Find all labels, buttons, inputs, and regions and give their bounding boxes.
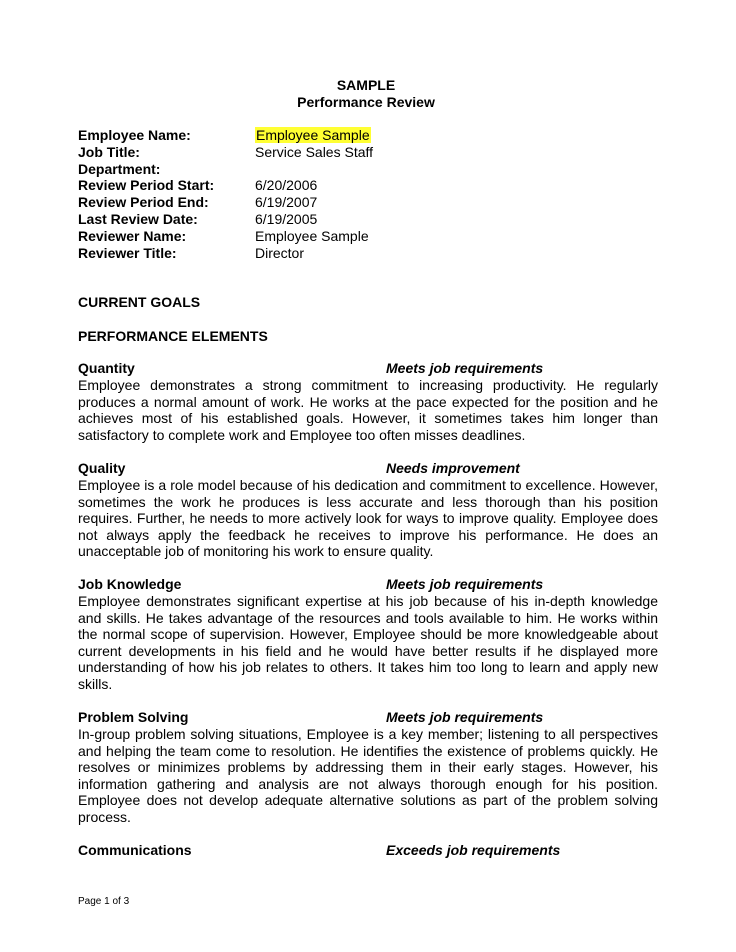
info-label: Department: xyxy=(78,160,161,177)
element-header xyxy=(78,842,658,859)
info-value: Service Sales Staff xyxy=(255,143,374,160)
info-row-job-title xyxy=(78,144,373,161)
highlighted-employee-name: Employee Sample xyxy=(256,127,370,143)
element-rating: Meets job requirements xyxy=(386,360,544,376)
document-subtitle: Performance Review xyxy=(297,94,435,110)
info-row-reviewer-name xyxy=(78,228,373,245)
info-label: Last Review Date: xyxy=(78,210,198,227)
element-rating: Meets job requirements xyxy=(386,576,544,592)
info-row-employee-name xyxy=(78,127,373,144)
info-value: 6/20/2006 xyxy=(255,177,318,194)
element-name: Quality xyxy=(78,460,126,476)
info-row-last-review-date xyxy=(78,211,373,228)
info-label: Reviewer Name: xyxy=(78,227,187,244)
element-name: Communications xyxy=(78,842,192,858)
info-label: Employee Name: xyxy=(78,127,191,143)
element-communications xyxy=(78,842,658,859)
element-problem-solving xyxy=(78,709,658,826)
info-label: Review Period End: xyxy=(78,194,209,211)
element-name: Job Knowledge xyxy=(78,576,182,592)
document-title: SAMPLE xyxy=(336,77,396,93)
element-job-knowledge xyxy=(78,576,658,693)
info-label: Review Period Start: xyxy=(78,177,215,194)
info-value xyxy=(255,127,371,144)
current-goals-heading: CURRENT GOALS xyxy=(78,294,201,310)
performance-elements-heading: PERFORMANCE ELEMENTS xyxy=(78,328,268,344)
element-rating: Needs improvement xyxy=(386,460,520,476)
element-text: Employee is a role model because of his dedication and commitment to excellence. However, sometimes the work he produces is less accurate and less thorough than his position requires. Further, he needs to more actively look for ways to improve quality. Employee does not always apply the feedback he receives to improve his performance. He does an unacceptable job of monitoring his work to ensure quality. xyxy=(78,477,658,560)
info-label: Job Title: xyxy=(78,143,140,160)
page-number: Page 1 of 3 xyxy=(78,896,130,907)
info-value: Employee Sample xyxy=(255,227,369,244)
element-rating: Exceeds job requirements xyxy=(386,842,561,858)
title-block xyxy=(0,77,736,111)
info-value: 6/19/2005 xyxy=(255,210,318,227)
element-header xyxy=(78,709,658,726)
info-row-review-period-end xyxy=(78,194,373,211)
info-row-review-period-start xyxy=(78,177,373,194)
info-row-department xyxy=(78,161,373,178)
info-value: 6/19/2007 xyxy=(255,194,318,211)
element-header xyxy=(78,360,658,377)
element-quality xyxy=(78,460,658,560)
element-text: Employee demonstrates significant expertise at his job because of his in-depth knowledge and skills. He takes advantage of the resources and tools available to him. He works within the normal scope of supervision. However, Employee should be more knowledgeable about current developments in his field and he would have better results if he displayed more understanding of how his job relates to others. It takes him too long to learn and apply new skills. xyxy=(78,593,658,692)
element-header xyxy=(78,460,658,477)
element-quantity xyxy=(78,360,658,443)
info-label: Reviewer Title: xyxy=(78,244,177,261)
element-name: Quantity xyxy=(78,360,135,376)
element-rating: Meets job requirements xyxy=(386,709,544,725)
info-value: Director xyxy=(255,244,305,261)
element-text: Employee demonstrates a strong commitment to increasing productivity. He regularly produces a normal amount of work. He works at the pace expected for the position and he achieves most of his established goals. However, it sometimes takes him longer than satisfactory to complete work and Employee too often misses deadlines. xyxy=(78,377,658,443)
employee-info xyxy=(78,127,373,261)
element-text: In-group problem solving situations, Employee is a key member; listening to all perspectives and helping the team come to resolution. He identifies the existence of problems quickly. He resolves or minimizes problems by addressing them in their early stages. However, his information gathering and analysis are not always thorough enough for his position. Employee does not develop adequate alternative solutions as part of the problem solving process. xyxy=(78,726,658,825)
info-row-reviewer-title xyxy=(78,245,373,262)
element-header xyxy=(78,576,658,593)
element-name: Problem Solving xyxy=(78,709,189,725)
